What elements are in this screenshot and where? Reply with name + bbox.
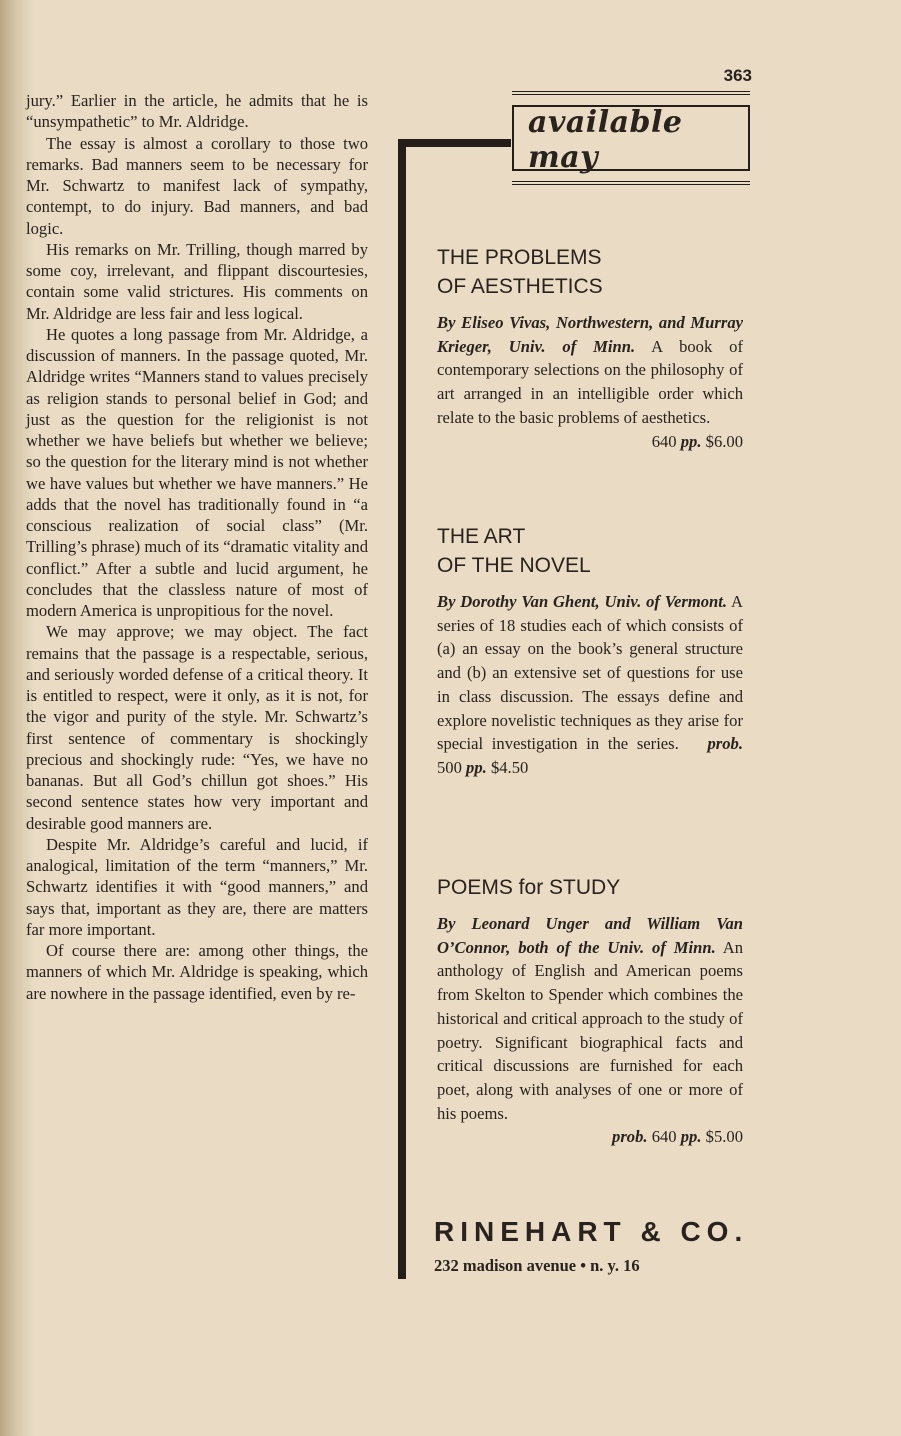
ad-banner: [512, 91, 750, 185]
publisher-address: 232 madison avenue • n. y. 16: [434, 1256, 640, 1275]
book-summary: An anthology of English and American poems from Skelton to Spender which combines the historical and critical approach to the study of poetry. Significant biographical facts and critical discussions are furnished for each poet, along with analyses of one or more of his poems.: [437, 937, 744, 1123]
article-column: [26, 90, 368, 1004]
book-author: By Leonard Unger and William Van O’Connor, both of the Univ. of Minn.: [437, 914, 743, 957]
book-price: 640 pp. $6.00: [651, 431, 743, 451]
article-paragraph: jury.” Earlier in the article, he admits that he is “unsympathetic” to Mr. Aldridge.: [26, 91, 368, 132]
book-summary: A series of 18 studies each of which consists of (a) an essay on the book’s general structure and (b) an extensive set of questions for use in class discussion. The essays define and explore novelistic techniques as they arise for special investigation in the series.: [437, 592, 743, 754]
article-paragraph: His remarks on Mr. Trilling, though marred by some coy, irrelevant, and flippant discourtesies, contain some valid strictures. His comments on Mr. Aldridge are less fair and less logical.: [26, 239, 368, 323]
article-paragraph: The essay is almost a corollary to those two remarks. Bad manners seem to be necessary for Mr. Schwartz to manifest lack of sympathy, contempt, to do injury. Bad manners, and bad logic.: [26, 133, 368, 238]
book-summary: A book of contemporary selections on the philosophy of art arranged in an intelligible order which relate to the basic problems of aesthetics.: [437, 336, 744, 427]
ad-border-horizontal: [398, 139, 511, 147]
book-price: prob. 640 pp. $5.00: [612, 1127, 743, 1147]
publisher-name: RINEHART & CO.: [434, 1216, 749, 1247]
book-description: [437, 590, 743, 780]
article-paragraph: He quotes a long passage from Mr. Aldridge, a discussion of manners. In the passage quoted, Mr. Aldridge writes “Manners stand to values precisely as religion stands to personal belief in God; and just as the question for the religionist is not whether we have beliefs but whether we believe; so the question for the literary mind is not whether we have values but whether we have manners.” He adds that the novel has traditionally found in “a conscious realization of social class” (Mr. Trilling’s phrase) much of its “dramatic vitality and conflict.” After a subtle and lucid argument, he concludes that the classless nature of most of modern America is unpropitious for the novel.: [26, 324, 368, 620]
book-listing: [437, 243, 743, 453]
book-listing: [437, 873, 743, 1149]
book-description: [437, 311, 743, 430]
book-description: [437, 912, 743, 1125]
article-paragraph: We may approve; we may object. The fact remains that the passage is a respectable, serious, and seriously worded defense of a critical theory. It is entitled to respect, were it only, as it is not, for the vigor and purity of the style. Mr. Schwartz’s first sentence of commentary is shockingly precious and shockingly rude: “Yes, we have no bananas. But all God’s chillun got shoes.” His second sentence states how very important and desirable good manners are.: [26, 622, 368, 833]
book-author: By Dorothy Van Ghent, Univ. of Vermont.: [437, 592, 728, 611]
ad-border-vertical: [398, 139, 406, 1279]
book-price: prob. 500 pp. $4.50: [437, 734, 743, 777]
book-title: THE PROBLEMS OF AESTHETICS: [437, 246, 603, 298]
book-listing: [437, 522, 743, 780]
page-number: 363: [723, 66, 752, 85]
article-paragraph: Of course there are: among other things, the manners of which Mr. Aldridge is speaking, which are nowhere in the passage identified, even by re-: [26, 941, 368, 1003]
ad-banner-text: available may: [528, 105, 683, 175]
book-title: THE ART OF THE NOVEL: [437, 525, 591, 577]
book-title: POEMS for STUDY: [437, 876, 621, 899]
book-author: By Eliseo Vivas, Northwestern, and Murray Krieger, Univ. of Minn.: [437, 313, 743, 356]
article-paragraph: Despite Mr. Aldridge’s careful and lucid, if analogical, limitation of the term “manners,” Mr. Schwartz identifies it with “good manners,” and says that, important as they are, there are matters far more important.: [26, 834, 368, 939]
